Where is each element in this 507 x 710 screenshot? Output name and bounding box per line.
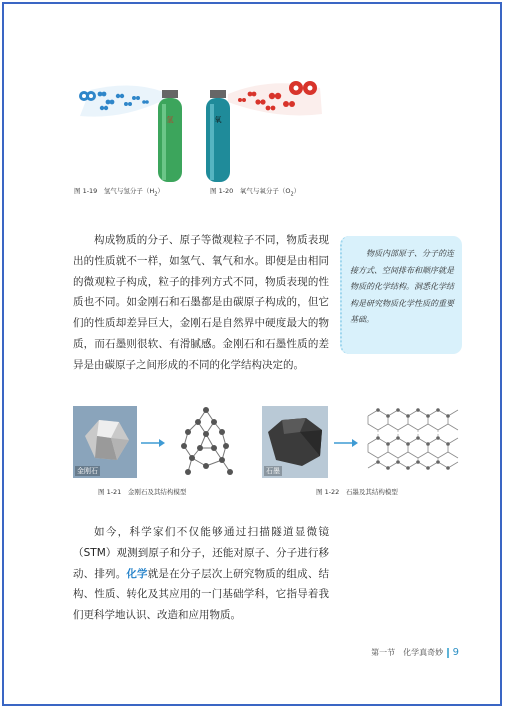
figure-caption-1-19: 图 1-19 氢气与氢分子$(H_2)$ <box>74 187 164 198</box>
page-footer <box>371 647 459 658</box>
arrow-right-icon <box>334 438 358 448</box>
arrow-right-icon <box>141 438 165 448</box>
svg-text:氢: 氢 <box>166 116 174 124</box>
graphite-photo-label: 石墨 <box>266 467 280 475</box>
side-note-text: 物质内部原子、分子的连接方式、空间排布和顺序就是物质的化学结构。洞悉化学结构是研究物质化学性质的重要基础。 <box>350 249 454 324</box>
body-paragraph-1: 构成物质的分子、原子等微观粒子不同，物质表现出的性质就不一样，如氢气、氧气和水。即便是由相同的微观粒子构成，粒子的排列方式不同，物质表现的性质也不同。如金刚石和石墨都是由碳原子构成的，但它们的性质却差异巨大，金刚石是自然界中硬度最大的物质，而石墨则很软、有滑腻感。金刚石和石墨性质的差异是由碳原子之间形成的不同的化学结构决定的。 <box>73 234 329 371</box>
body-paragraph-2 <box>73 522 329 626</box>
diamond-photo <box>73 406 137 478</box>
graphite-photo <box>262 406 328 478</box>
diamond-photo-label: 金刚石 <box>77 467 98 475</box>
figure-caption-1-21: 图 1-21 金刚石及其结构模型 <box>98 488 187 496</box>
side-note-box <box>340 236 462 354</box>
svg-text:氧: 氧 <box>214 116 222 124</box>
gas-cylinders-illustration <box>72 70 332 182</box>
footer-divider <box>447 648 449 658</box>
section-title: 第一节 化学真奇妙 <box>371 648 444 657</box>
page-number: 9 <box>452 647 459 658</box>
paragraph-2-text-b: 就是在分子层次上研究物质的组成、结构、性质、转化及其应用的一门基础学科，它指导着我们更科学地认识、改造和应用物质。 <box>73 567 330 622</box>
chemistry-keyword: 化学 <box>126 567 148 580</box>
paragraph-2-text-a: 如今，科学家们不仅能够通过扫描隧道显微镜（STM）观测到原子和分子，还能对原子、分子进行移动、排列。 <box>73 526 329 580</box>
figure-caption-1-20: 图 1-20 氧气与氧分子$(O_2)$ <box>210 187 301 198</box>
figure-caption-1-22: 图 1-22 石墨及其结构模型 <box>316 488 398 496</box>
graphite-structure-model <box>364 406 462 480</box>
diamond-structure-model <box>166 404 238 480</box>
